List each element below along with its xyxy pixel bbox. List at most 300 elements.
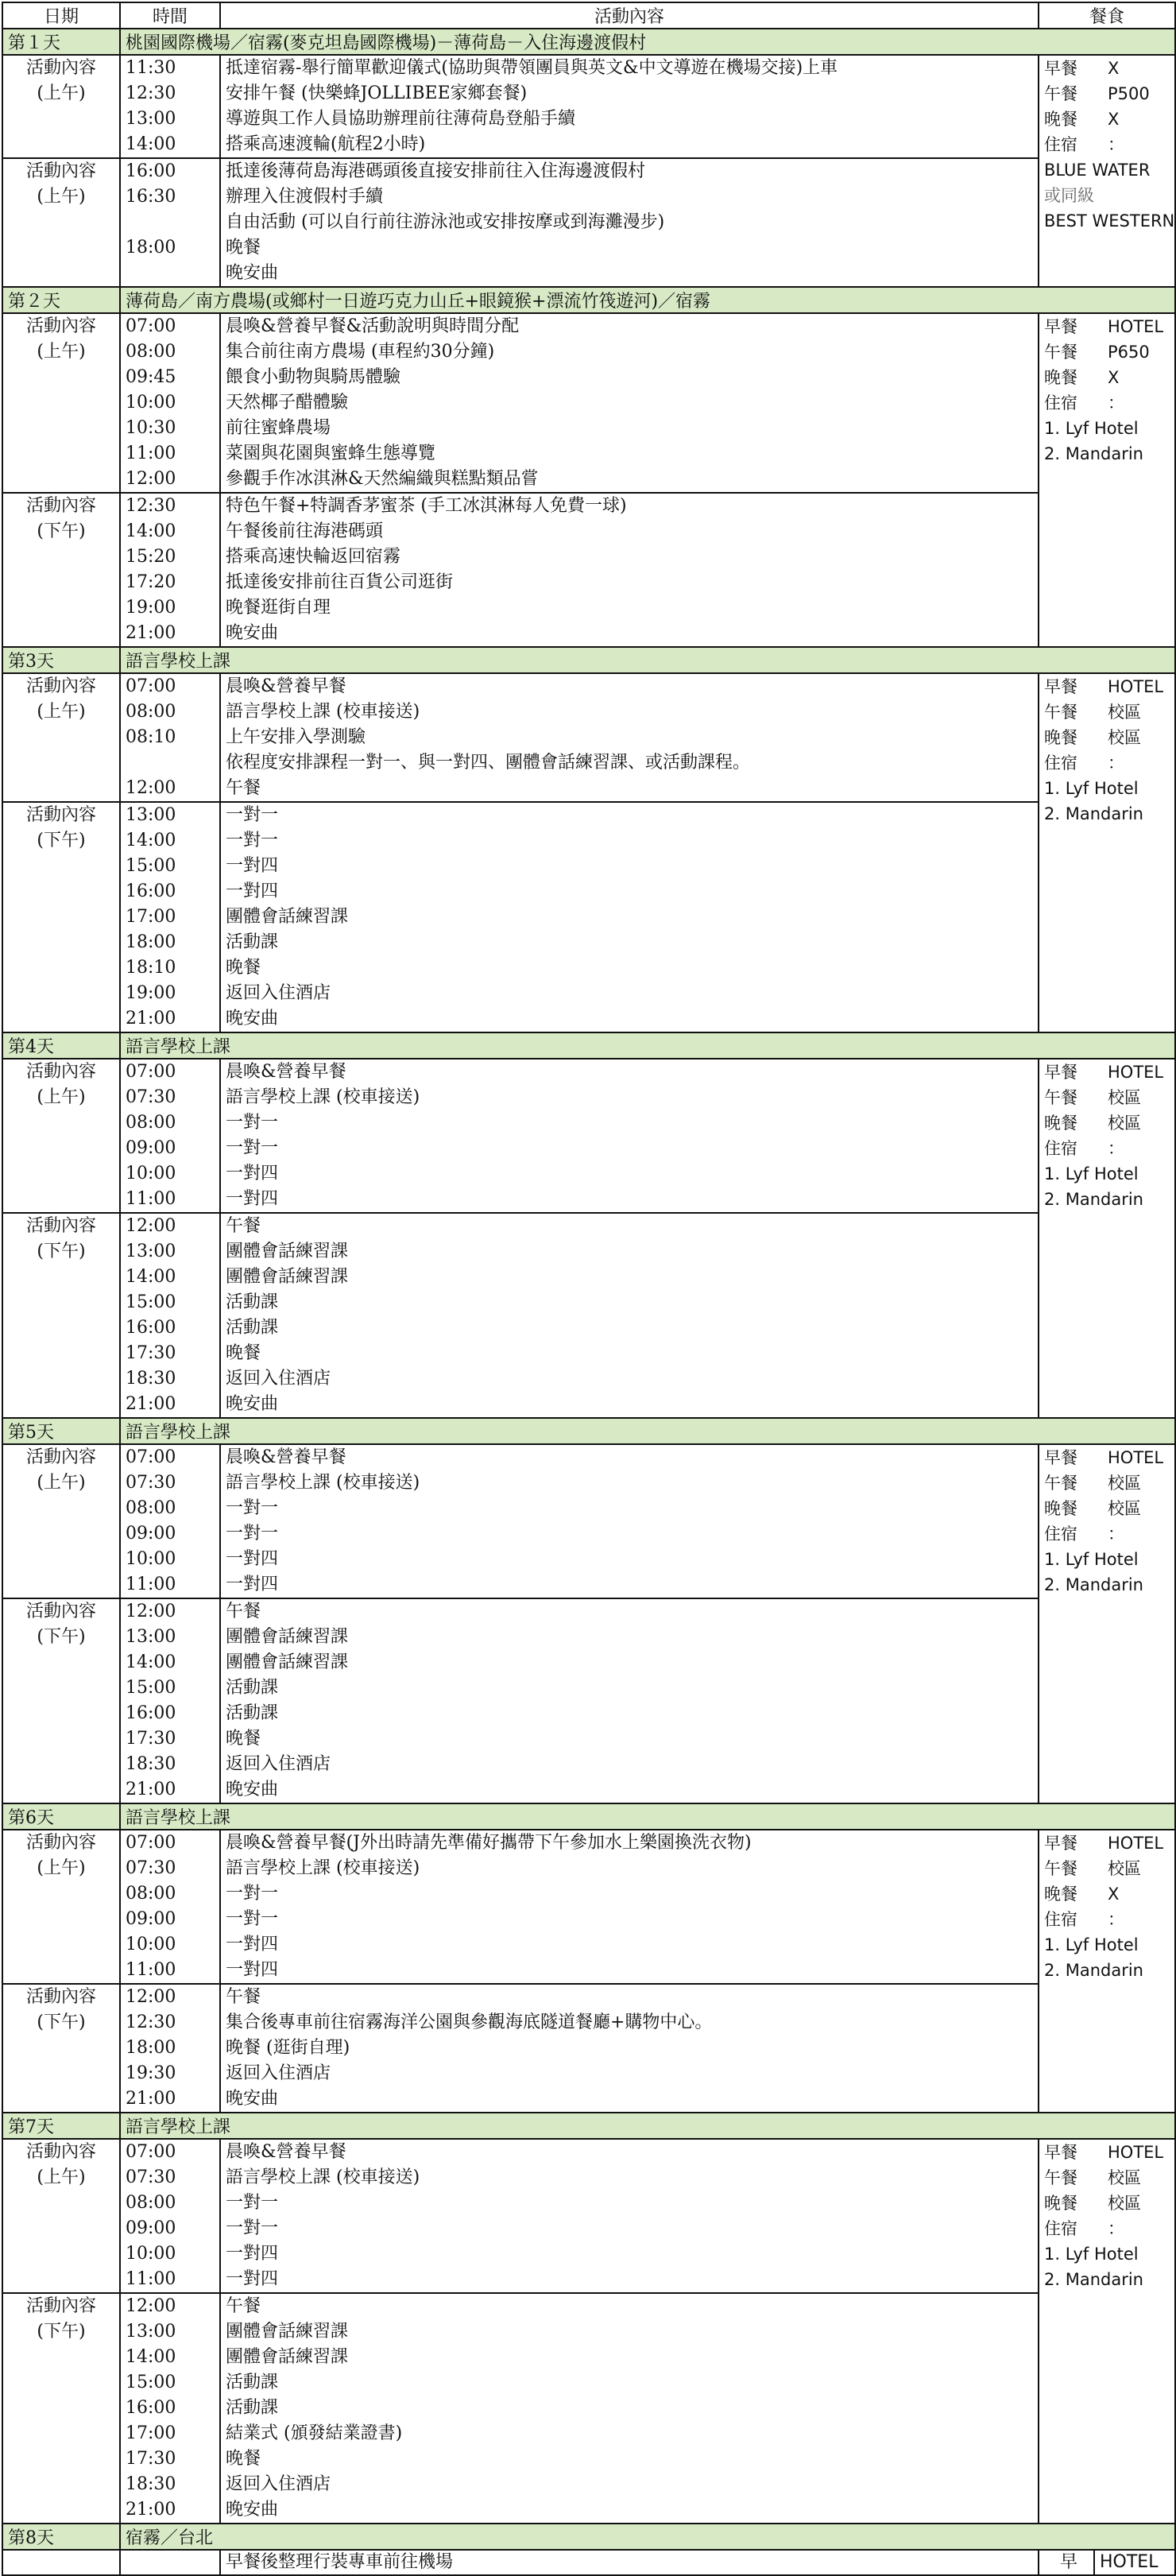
- time-value: 16:00: [126, 881, 176, 901]
- meal-value: 校區: [1108, 1499, 1141, 1518]
- day-header-row: [2, 29, 1175, 55]
- activity-item: 語言學校上課 (校車接送): [226, 702, 420, 722]
- activity-item: 一對一: [226, 1498, 279, 1518]
- hotel-option: 1. Lyf Hotel: [1044, 1550, 1139, 1569]
- meal-label: 早餐: [1044, 59, 1077, 78]
- time-value: 18:30: [126, 1369, 176, 1389]
- time-value: 21:00: [126, 1394, 176, 1414]
- activity-block-pm: [2, 1213, 1175, 1418]
- time-value: 12:30: [126, 83, 176, 103]
- period-label: 活動內容 (上午): [2, 55, 120, 158]
- activity-item: 午餐: [226, 1216, 261, 1236]
- activity-block-pm: [2, 1598, 1175, 1803]
- times-cell: [120, 1059, 220, 1213]
- day8-meal-value: HOTEL: [1100, 2552, 1159, 2572]
- activities-cell: [220, 313, 1039, 493]
- activity-item: 語言學校上課 (校車接送): [226, 1473, 420, 1493]
- hotel-option: 或同級: [1044, 186, 1094, 205]
- activity-block-pm: [2, 158, 1175, 287]
- meal-row: [1044, 56, 1170, 81]
- time-value: 15:00: [126, 856, 176, 876]
- activity-item: 晚餐 (逛街自理): [226, 2038, 350, 2058]
- time-value: 08:10: [126, 727, 176, 747]
- stay-label: 住宿: [1044, 135, 1077, 154]
- meal-label: 晚餐: [1044, 1499, 1077, 1518]
- day8-activity: 早餐後整理行裝專車前往機場: [220, 2550, 1039, 2575]
- hotel-option: BLUE WATER: [1044, 161, 1151, 180]
- activity-item: 晚安曲: [226, 2500, 279, 2520]
- meal-value: X: [1108, 59, 1120, 78]
- stay-colon: ：: [1108, 135, 1124, 154]
- time-value: 07:30: [126, 1473, 176, 1493]
- time-value: 08:00: [126, 1884, 176, 1904]
- activity-item: 團體會話練習課: [226, 907, 349, 927]
- time-value: 11:00: [126, 2269, 176, 2289]
- time-value: 17:00: [126, 2423, 176, 2443]
- activity-item: 一對四: [226, 1549, 279, 1569]
- meal-value: 校區: [1108, 1859, 1141, 1878]
- meals-cell: [1039, 1059, 1175, 1418]
- time-value: 08:00: [126, 2193, 176, 2213]
- day-route: 語言學校上課: [120, 1418, 1175, 1444]
- time-value: 07:00: [126, 2142, 176, 2162]
- times-cell: [120, 493, 220, 647]
- stay-colon: ：: [1108, 2219, 1124, 2238]
- period-label: 活動內容 (下午): [2, 493, 120, 647]
- activity-item: 餵食小動物與騎馬體驗: [226, 367, 401, 387]
- activity-item: 導遊與工作人員協助辦理前往薄荷島登船手續: [226, 109, 576, 129]
- hotel-option: 2. Mandarin: [1044, 1575, 1143, 1594]
- day-title: 第8天: [2, 2524, 120, 2550]
- activities-cell: [220, 1598, 1039, 1803]
- activity-item: 特色午餐+特調香茅蜜茶 (手工冰淇淋每人免費一球): [226, 496, 627, 516]
- hotel-option: 2. Mandarin: [1044, 444, 1143, 463]
- times-cell: [120, 1830, 220, 1984]
- activity-block-am: [2, 1059, 1175, 1213]
- activities-cell: [220, 1213, 1039, 1418]
- times-cell: [120, 1598, 220, 1803]
- activity-item: 團體會話練習課: [226, 1652, 349, 1672]
- activity-item: 午餐: [226, 1987, 261, 2007]
- day-route: 語言學校上課: [120, 1032, 1175, 1059]
- time-value: 18:30: [126, 1754, 176, 1774]
- time-value: 14:00: [126, 1652, 176, 1672]
- time-value: 21:00: [126, 2089, 176, 2109]
- day-header-row: [2, 647, 1175, 673]
- activity-item: 一對四: [226, 2269, 279, 2289]
- time-value: 08:00: [126, 1498, 176, 1518]
- stay-label: 住宿: [1044, 1524, 1077, 1544]
- times-cell: [120, 158, 220, 287]
- meal-label: 午餐: [1044, 343, 1077, 362]
- activity-item: 晚餐: [226, 958, 261, 978]
- activity-item: 前往蜜蜂農場: [226, 418, 331, 438]
- header-content: 活動內容: [220, 2, 1039, 29]
- time-value: [126, 210, 215, 235]
- meal-row: [1044, 81, 1170, 107]
- activity-item: 語言學校上課 (校車接送): [226, 1087, 420, 1107]
- meal-label: 午餐: [1044, 2168, 1077, 2187]
- time-value: 09:00: [126, 1524, 176, 1544]
- time-value: 11:00: [126, 444, 176, 463]
- day-route: 語言學校上課: [120, 2113, 1175, 2139]
- time-value: 15:00: [126, 1678, 176, 1698]
- time-value: 10:30: [126, 418, 176, 438]
- activities-cell: [220, 2293, 1039, 2524]
- stay-label: 住宿: [1044, 2219, 1077, 2238]
- day-route: 宿霧／台北: [120, 2524, 1175, 2550]
- activity-item: 晚安曲: [226, 1394, 279, 1414]
- stay-label: 住宿: [1044, 1139, 1077, 1158]
- activities-cell: [220, 158, 1039, 287]
- meals-cell: [1039, 2139, 1175, 2524]
- meal-row: [1044, 339, 1170, 365]
- time-value: 07:30: [126, 1087, 176, 1107]
- meal-value: 校區: [1108, 1474, 1141, 1493]
- times-cell: [120, 55, 220, 158]
- meal-row: [1044, 1830, 1170, 1856]
- activity-item: 抵達後薄荷島海港碼頭後直接安排前往入住海邊渡假村: [226, 161, 646, 181]
- day-route: 語言學校上課: [120, 647, 1175, 673]
- meal-row: [1044, 2191, 1170, 2216]
- hotel-option: 2. Mandarin: [1044, 2270, 1143, 2289]
- activity-item: 返回入住酒店: [226, 983, 331, 1003]
- activity-item: 晚餐: [226, 2449, 261, 2469]
- meal-label: 午餐: [1044, 1088, 1077, 1107]
- time-value: 19:30: [126, 2063, 176, 2083]
- activity-item: 一對四: [226, 881, 279, 901]
- meal-value: 校區: [1108, 1088, 1141, 1107]
- activity-item: 一對一: [226, 1113, 279, 1133]
- time-value: 17:30: [126, 1729, 176, 1749]
- activity-item: 返回入住酒店: [226, 2474, 331, 2494]
- day-route: 薄荷島／南方農場(或鄉村一日遊巧克力山丘+眼鏡猴+漂流竹筏遊河)／宿霧: [120, 287, 1175, 313]
- meal-value: P650: [1108, 343, 1150, 362]
- time-value: 15:00: [126, 1292, 176, 1312]
- time-value: 18:10: [126, 958, 176, 978]
- stay-colon: ：: [1108, 753, 1124, 773]
- activity-item: 活動課: [226, 2373, 279, 2392]
- meal-row: [1044, 2165, 1170, 2191]
- activity-item: 集合後專車前往宿霧海洋公園與參觀海底隧道餐廳+購物中心。: [226, 2012, 713, 2032]
- activities-cell: [220, 802, 1039, 1032]
- time-spacer: [126, 750, 215, 776]
- time-value: 18:00: [126, 2038, 176, 2058]
- activity-item: 搭乘高速渡輪(航程2小時): [226, 134, 426, 154]
- time-value: 18:30: [126, 2474, 176, 2494]
- times-cell: [120, 1984, 220, 2113]
- time-value: 07:00: [126, 1833, 176, 1853]
- activity-item: 晨喚&營養早餐: [226, 676, 346, 696]
- time-value: 10:00: [126, 1935, 176, 1954]
- time-value: 13:00: [126, 2322, 176, 2342]
- day8-meal-cell: [1039, 2550, 1175, 2575]
- times-cell: [120, 673, 220, 802]
- table-header: [2, 2, 1175, 29]
- meal-value: X: [1108, 368, 1120, 387]
- stay-colon: ：: [1108, 1910, 1124, 1929]
- activity-item: 活動課: [226, 1703, 279, 1723]
- day-title: 第5天: [2, 1418, 120, 1444]
- time-value: 14:00: [126, 1267, 176, 1287]
- meal-value: 校區: [1108, 2194, 1141, 2213]
- activity-item: 上午安排入學測驗: [226, 727, 366, 747]
- meal-label: 早餐: [1044, 2143, 1077, 2162]
- header-time: 時間: [120, 2, 220, 29]
- day8-time-cell: [120, 2550, 220, 2575]
- activities-cell: [220, 1830, 1039, 1984]
- meal-row: [1044, 2140, 1170, 2165]
- day-route: 桃園國際機場／宿霧(麥克坦島國際機場)－薄荷島－入住海邊渡假村: [120, 29, 1175, 55]
- time-value: 21:00: [126, 623, 176, 643]
- time-value: 07:30: [126, 1858, 176, 1878]
- time-value: 13:00: [126, 1242, 176, 1261]
- meal-label: 晚餐: [1044, 728, 1077, 747]
- activity-item: 團體會話練習課: [226, 1267, 349, 1287]
- hotel-option: 1. Lyf Hotel: [1044, 1164, 1139, 1183]
- day-title: 第１天: [2, 29, 120, 55]
- activities-cell: [220, 2139, 1039, 2293]
- time-value: 08:00: [126, 342, 176, 362]
- stay-colon: ：: [1108, 1524, 1124, 1544]
- activity-item: 活動課: [226, 2398, 279, 2418]
- activity-block-am: [2, 313, 1175, 493]
- time-value: 09:45: [126, 367, 176, 387]
- header-date: 日期: [2, 2, 120, 29]
- activity-item: 活動課: [226, 1678, 279, 1698]
- activity-item: 一對一: [226, 1884, 279, 1904]
- period-label: 活動內容 (下午): [2, 2293, 120, 2524]
- activity-item: 語言學校上課 (校車接送): [226, 1858, 420, 1878]
- meal-label: 早餐: [1044, 317, 1077, 336]
- times-cell: [120, 2293, 220, 2524]
- activity-item: 一對四: [226, 1575, 279, 1594]
- meal-value: P500: [1108, 84, 1150, 103]
- hotel-option: 1. Lyf Hotel: [1044, 419, 1139, 438]
- meal-row: [1044, 1059, 1170, 1085]
- time-value: 21:00: [126, 1780, 176, 1799]
- time-value: [126, 261, 215, 286]
- hotel-option: 1. Lyf Hotel: [1044, 2245, 1139, 2264]
- stay-label: 住宿: [1044, 753, 1077, 773]
- activity-item: 結業式 (頒發結業證書): [226, 2423, 403, 2443]
- activity-item: 團體會話練習課: [226, 2322, 349, 2342]
- day-header-row: [2, 2113, 1175, 2139]
- meal-label: 晚餐: [1044, 1885, 1077, 1904]
- meals-cell: [1039, 55, 1175, 287]
- time-value: 08:00: [126, 1113, 176, 1133]
- activity-block-am: [2, 673, 1175, 802]
- day-title: 第２天: [2, 287, 120, 313]
- meal-row: [1044, 699, 1170, 725]
- activity-block-pm: [2, 802, 1175, 1032]
- time-value: 16:30: [126, 187, 176, 207]
- period-label: 活動內容 (上午): [2, 673, 120, 802]
- time-value: 12:00: [126, 1216, 176, 1236]
- activity-item: 晚餐: [226, 238, 261, 258]
- day-header-row: [2, 1803, 1175, 1830]
- time-value: 16:00: [126, 1703, 176, 1723]
- stay-row: [1044, 1521, 1170, 1547]
- activity-item: 晚餐逛街自理: [226, 598, 331, 618]
- time-value: 09:00: [126, 1909, 176, 1929]
- time-value: 14:00: [126, 2347, 176, 2367]
- time-value: 12:30: [126, 2012, 176, 2032]
- time-value: 14:00: [126, 134, 176, 154]
- activity-item: 晚安曲: [226, 623, 279, 643]
- time-value: 21:00: [126, 2500, 176, 2520]
- period-label: 活動內容 (上午): [2, 2139, 120, 2293]
- activity-item: 晨喚&營養早餐: [226, 1062, 346, 1082]
- activity-item: 一對一: [226, 1524, 279, 1544]
- time-value: 07:00: [126, 1447, 176, 1467]
- activity-item: 集合前往南方農場 (車程約30分鐘): [226, 342, 495, 362]
- activity-block-am: [2, 55, 1175, 158]
- day8-meal-label: 早: [1044, 2551, 1095, 2574]
- activity-item: 一對一: [226, 831, 279, 850]
- meal-label: 早餐: [1044, 1834, 1077, 1853]
- day-title: 第7天: [2, 2113, 120, 2139]
- stay-row: [1044, 132, 1170, 157]
- time-value: 16:00: [126, 1318, 176, 1338]
- activity-item: 一對一: [226, 1909, 279, 1929]
- activity-item: 午餐: [226, 778, 261, 798]
- stay-colon: ：: [1108, 393, 1124, 413]
- meal-value: HOTEL: [1108, 1448, 1164, 1467]
- meal-label: 晚餐: [1044, 2194, 1077, 2213]
- activity-block-pm: [2, 493, 1175, 647]
- stay-row: [1044, 1907, 1170, 1932]
- stay-row: [1044, 1136, 1170, 1161]
- time-value: 15:00: [126, 2373, 176, 2392]
- day-header-row: [2, 287, 1175, 313]
- time-value: 09:00: [126, 2218, 176, 2238]
- meal-value: HOTEL: [1108, 677, 1164, 696]
- activity-item: 晚安曲: [226, 263, 279, 283]
- day-header-row: [2, 1418, 1175, 1444]
- activity-item: 一對四: [226, 1935, 279, 1954]
- day-title: 第6天: [2, 1803, 120, 1830]
- meals-cell: [1039, 673, 1175, 1032]
- time-value: 13:00: [126, 1627, 176, 1647]
- time-value: 11:00: [126, 1960, 176, 1980]
- time-value: 07:00: [126, 1062, 176, 1082]
- meal-row: [1044, 1881, 1170, 1907]
- time-value: 18:00: [126, 238, 176, 258]
- meals-cell: [1039, 1444, 1175, 1803]
- day-header-row: [2, 2524, 1175, 2550]
- times-cell: [120, 1444, 220, 1598]
- meal-row: [1044, 314, 1170, 339]
- activity-item: 晨喚&營養早餐: [226, 2142, 346, 2162]
- meal-label: 早餐: [1044, 1448, 1077, 1467]
- meal-label: 午餐: [1044, 1859, 1077, 1878]
- itinerary-table: [2, 2, 1176, 2576]
- activity-item: 菜園與花園與蜜蜂生態導覽: [226, 444, 436, 463]
- meal-value: HOTEL: [1108, 1063, 1164, 1082]
- activity-item: 一對一: [226, 2218, 279, 2238]
- activity-item: 一對四: [226, 2244, 279, 2264]
- activity-block-pm: [2, 1984, 1175, 2113]
- activity-item: 搭乘高速快輪返回宿霧: [226, 547, 401, 567]
- meal-row: [1044, 674, 1170, 699]
- activity-item: 抵達後安排前往百貨公司逛街: [226, 572, 454, 592]
- stay-row: [1044, 390, 1170, 416]
- activity-item: 返回入住酒店: [226, 2063, 331, 2083]
- stay-label: 住宿: [1044, 393, 1077, 413]
- activity-item: 晚餐: [226, 1343, 261, 1363]
- period-label: 活動內容 (上午): [2, 1444, 120, 1598]
- time-value: 10:00: [126, 1164, 176, 1183]
- activity-item: 天然椰子醋體驗: [226, 393, 349, 413]
- activity-block-pm: [2, 2293, 1175, 2524]
- time-value: 16:00: [126, 161, 176, 181]
- day-title: 第4天: [2, 1032, 120, 1059]
- time-value: 16:00: [126, 2398, 176, 2418]
- time-value: 12:00: [126, 2296, 176, 2316]
- time-value: 11:00: [126, 1189, 176, 1209]
- time-value: 13:00: [126, 109, 176, 129]
- day-header-row: [2, 1032, 1175, 1059]
- meal-value: X: [1108, 110, 1120, 129]
- meal-label: 早餐: [1044, 1063, 1077, 1082]
- period-label: 活動內容 (下午): [2, 1984, 120, 2113]
- period-label: 活動內容 (下午): [2, 802, 120, 1032]
- day8-date-cell: [2, 2550, 120, 2575]
- time-value: 11:30: [126, 58, 176, 78]
- time-value: 12:00: [126, 1987, 176, 2007]
- hotel-option: 1. Lyf Hotel: [1044, 779, 1139, 798]
- activity-item: 活動課: [226, 932, 279, 952]
- activities-cell: [220, 1984, 1039, 2113]
- stay-colon: ：: [1108, 1139, 1124, 1158]
- time-value: 21:00: [126, 1009, 176, 1028]
- meal-value: HOTEL: [1108, 1834, 1164, 1853]
- meal-label: 午餐: [1044, 1474, 1077, 1493]
- meal-value: 校區: [1108, 2168, 1141, 2187]
- meal-value: 校區: [1108, 703, 1141, 722]
- header-meals: 餐食: [1039, 2, 1175, 29]
- hotel-option: 2. Mandarin: [1044, 804, 1143, 823]
- period-label: 活動內容 (上午): [2, 1059, 120, 1213]
- activity-item: 晨喚&營養早餐&活動說明與時間分配: [226, 316, 520, 336]
- hotel-option: 1. Lyf Hotel: [1044, 1935, 1139, 1954]
- activities-cell: [220, 55, 1039, 158]
- meal-row: [1044, 1496, 1170, 1521]
- day8-meal-wrap: [1044, 2551, 1170, 2574]
- time-value: 07:00: [126, 316, 176, 336]
- activity-item: 一對四: [226, 1189, 279, 1209]
- activity-item: 一對一: [226, 2193, 279, 2213]
- activity-item: 返回入住酒店: [226, 1369, 331, 1389]
- meals-cell: [1039, 1830, 1175, 2113]
- day-route: 語言學校上課: [120, 1803, 1175, 1830]
- time-value: 12:00: [126, 1602, 176, 1621]
- activity-item: 晨喚&營養早餐: [226, 1447, 346, 1467]
- day8-row: [2, 2550, 1175, 2575]
- meal-row: [1044, 1085, 1170, 1110]
- meal-row: [1044, 365, 1170, 390]
- activity-item: 自由活動 (可以自行前往游泳池或安排按摩或到海灘漫步): [226, 212, 665, 232]
- time-value: 10:00: [126, 1549, 176, 1569]
- meal-row: [1044, 1445, 1170, 1470]
- time-value: 19:00: [126, 598, 176, 618]
- meal-label: 午餐: [1044, 703, 1077, 722]
- meal-label: 午餐: [1044, 84, 1077, 103]
- activity-item: 一對四: [226, 1164, 279, 1183]
- time-value: 15:20: [126, 547, 176, 567]
- activity-item: 一對四: [226, 1960, 279, 1980]
